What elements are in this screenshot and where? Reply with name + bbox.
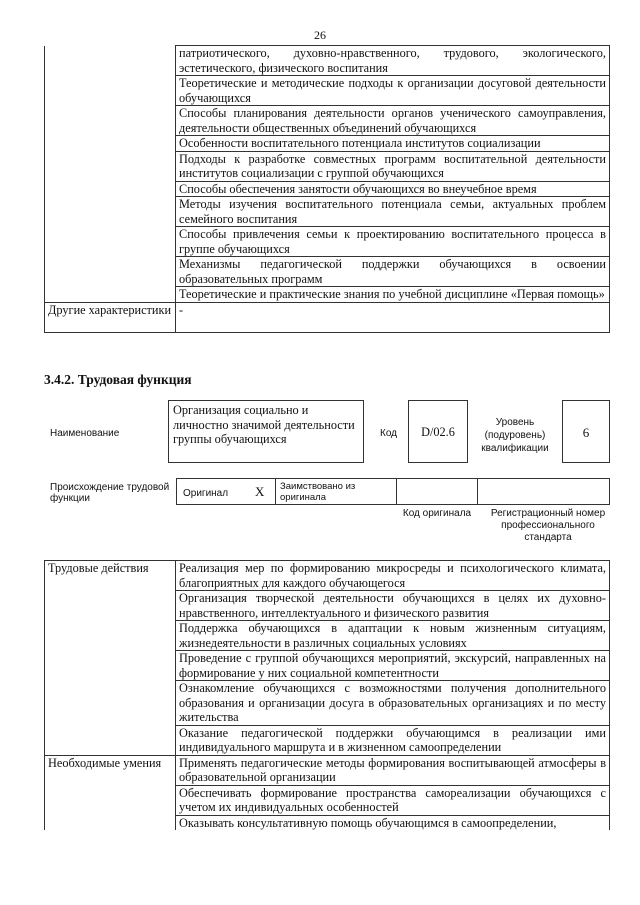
- knowledge-row: Способы обеспечения занятости обучающихся во внеучебное время: [176, 181, 610, 197]
- skill-row: Применять педагогические методы формирования воспитывающей атмосферы в образовательной организации: [176, 755, 610, 785]
- code-original-cell: [396, 478, 478, 505]
- labor-action-row: Реализация мер по формированию микросреды и психологического климата, благоприятных для каждого обучающегося: [176, 561, 610, 591]
- knowledge-row: Методы изучения воспитательного потенциала семьи, актуальных проблем семейного воспитания: [176, 197, 610, 227]
- labor-action-row: Оказание педагогической поддержки обучающимся в реализации ими индивидуального маршрута и в жизненном самоопределении: [176, 725, 610, 755]
- empty-label-cell: [45, 46, 176, 303]
- origin-row: [176, 478, 610, 505]
- required-skills-label: Необходимые умения: [45, 755, 176, 830]
- labor-function-table: [44, 560, 610, 830]
- original-label: Оригинал: [183, 488, 229, 499]
- knowledge-row: патриотического, духовно-нравственного, трудового, экологического, эстетического, физического воспитания: [176, 46, 610, 76]
- function-name-value: Организация социально и личностно значимой деятельности группы обучающихся: [168, 400, 364, 463]
- skill-row: Оказывать консультативную помощь обучающимся в самоопределении,: [176, 815, 610, 830]
- labor-action-row: Проведение с группой обучающихся мероприятий, экскурсий, направленных на формирование у них социальной компетентности: [176, 651, 610, 681]
- borrowed-cell: [275, 478, 397, 505]
- knowledge-row: Теоретические и методические подходы к организации досуговой деятельности обучающихся: [176, 76, 610, 106]
- level-value: 6: [562, 400, 610, 463]
- knowledge-table-continuation: [44, 45, 610, 333]
- knowledge-row: Способы планирования деятельности органов ученического самоуправления, деятельности общественных объединений обучающихся: [176, 106, 610, 136]
- knowledge-row: Механизмы педагогической поддержки обучающихся в освоении образовательных программ: [176, 257, 610, 287]
- page-number: 26: [314, 28, 326, 42]
- other-characteristics-value: -: [176, 302, 610, 332]
- origin-label: Происхождение трудовой функции: [50, 482, 170, 504]
- section-heading: 3.4.2. Трудовая функция: [44, 372, 192, 387]
- labor-action-row: Ознакомление обучающихся с возможностями получения дополнительного образования и организации досуга в образовательных организациях и по месту жительства: [176, 681, 610, 726]
- knowledge-row: Способы привлечения семьи к проектированию воспитательного процесса в группе обучающихся: [176, 227, 610, 257]
- knowledge-row: Подходы к разработке совместных программ воспитательной деятельности институтов социализации с группой обучающихся: [176, 151, 610, 181]
- other-characteristics-label: Другие характеристики: [45, 302, 176, 332]
- knowledge-row: Особенности воспитательного потенциала институтов социализации: [176, 136, 610, 152]
- name-label: Наименование: [50, 428, 120, 439]
- code-original-caption: Код оригинала: [402, 508, 472, 519]
- skill-row: Обеспечивать формирование пространства самореализации обучающихся с учетом их индивидуальных особенностей: [176, 785, 610, 815]
- code-label: Код: [380, 428, 398, 439]
- reg-number-cell: [477, 478, 610, 505]
- labor-action-row: Организация творческой деятельности обучающихся в целях их духовно-нравственного, интеллектуального и физического развития: [176, 591, 610, 621]
- reg-number-caption: Регистрационный номер профессионального стандарта: [490, 508, 606, 543]
- knowledge-row: Теоретические и практические знания по учебной дисциплине «Первая помощь»: [176, 287, 610, 303]
- original-cell: [176, 478, 276, 505]
- borrowed-label: Заимствовано из оригинала: [280, 481, 356, 503]
- labor-actions-label: Трудовые действия: [45, 561, 176, 756]
- original-mark: X: [255, 484, 265, 499]
- function-code-value: D/02.6: [408, 400, 468, 463]
- labor-action-row: Поддержка обучающихся в адаптации к новым жизненным ситуациям, жизнедеятельности в различных социальных условиях: [176, 621, 610, 651]
- level-label: Уровень (подуровень) квалификации: [481, 417, 549, 454]
